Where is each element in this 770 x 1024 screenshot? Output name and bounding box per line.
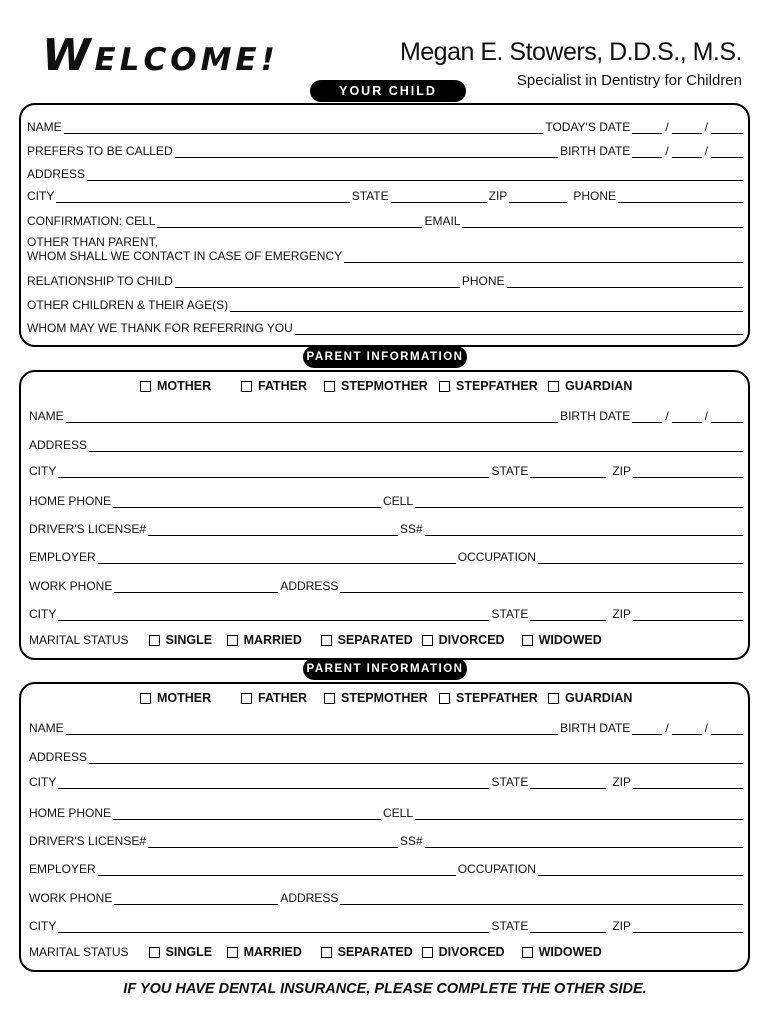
checkbox-icon	[321, 947, 332, 958]
your-child-heading: YOUR CHILD	[310, 80, 466, 102]
parent-1-city-field[interactable]	[58, 465, 489, 478]
child-zip-field[interactable]	[509, 190, 567, 203]
parent-2-occupation-field[interactable]	[538, 863, 743, 876]
parent-1-license-row: DRIVER'S LICENSE# SS#	[29, 520, 745, 536]
parent-2-phone-row: HOME PHONE CELL	[29, 804, 745, 820]
parent-1-work-row: WORK PHONE ADDRESS	[29, 577, 745, 593]
checkbox-icon	[241, 693, 252, 704]
parent-2-city-field[interactable]	[58, 776, 489, 789]
parent-1-city-row: CITY STATE ZIP	[29, 462, 745, 478]
parent-2-address-row: ADDRESS	[29, 748, 745, 764]
parent-1-work-city-row: CITY STATE ZIP	[29, 605, 745, 621]
child-birth-day-field[interactable]	[672, 145, 702, 158]
checkbox-icon	[522, 947, 533, 958]
parent-2-heading: PARENT INFORMATION	[303, 658, 467, 680]
child-name-row: NAME TODAY'S DATE / /	[27, 118, 745, 134]
parent-2-work-zip-field[interactable]	[633, 920, 743, 933]
child-city-row: CITY STATE ZIP PHONE	[27, 187, 745, 203]
emergency-phone-field[interactable]	[507, 275, 743, 288]
confirmation-cell-field[interactable]	[157, 215, 422, 228]
parent-2-cell-field[interactable]	[415, 807, 743, 820]
parent-2-work-address-field[interactable]	[340, 892, 743, 905]
parent-1-work-phone-field[interactable]	[114, 580, 278, 593]
child-name-field[interactable]	[64, 121, 544, 134]
parent-1-marital-row: MARITAL STATUS SINGLE MARRIED SEPARATED DIVORCED WIDOWED	[29, 632, 602, 647]
parent-2-ss-field[interactable]	[425, 835, 743, 848]
checkbox-icon	[324, 693, 335, 704]
emergency-row: WHOM SHALL WE CONTACT IN CASE OF EMERGENCY	[27, 247, 745, 263]
prefers-name-field[interactable]	[175, 145, 558, 158]
parent-2-marital-row: MARITAL STATUS SINGLE MARRIED SEPARATED DIVORCED WIDOWED	[29, 944, 602, 959]
parent-1-employer-field[interactable]	[98, 551, 456, 564]
parent-2-marital-single[interactable]: SINGLE	[149, 945, 227, 959]
checkbox-icon	[439, 381, 450, 392]
parent-1-birth-month-field[interactable]	[632, 410, 662, 423]
checkbox-icon	[140, 381, 151, 392]
today-month-field[interactable]	[632, 121, 662, 134]
welcome-title: WELCOME!	[42, 30, 279, 81]
referring-field[interactable]	[295, 322, 743, 335]
checkbox-icon	[149, 947, 160, 958]
child-address-row: ADDRESS	[27, 165, 745, 181]
today-year-field[interactable]	[711, 121, 743, 134]
parent-1-address-field[interactable]	[89, 439, 743, 452]
parent-1-ss-field[interactable]	[425, 523, 743, 536]
parent-2-birth-year-field[interactable]	[711, 722, 743, 735]
parent-1-birth-day-field[interactable]	[672, 410, 702, 423]
checkbox-icon	[439, 693, 450, 704]
today-day-field[interactable]	[672, 121, 702, 134]
parent-1-marital-single[interactable]: SINGLE	[149, 633, 227, 647]
checkbox-icon	[149, 635, 160, 646]
checkbox-icon	[227, 947, 238, 958]
parent-2-zip-field[interactable]	[633, 776, 743, 789]
parent-2-name-row: NAME BIRTH DATE / /	[29, 719, 745, 735]
parent-1-state-field[interactable]	[530, 465, 606, 478]
checkbox-icon	[324, 381, 335, 392]
parent-2-marital-widowed[interactable]: WIDOWED	[522, 945, 602, 959]
checkbox-icon	[140, 693, 151, 704]
parent-2-address-field[interactable]	[89, 751, 743, 764]
parent-2-marital-separated[interactable]: SEPARATED	[321, 945, 422, 959]
parent-1-work-address-field[interactable]	[340, 580, 743, 593]
doctor-name: Megan E. Stowers, D.D.S., M.S.	[399, 38, 742, 66]
parent-1-marital-widowed[interactable]: WIDOWED	[522, 633, 602, 647]
parent-2-work-state-field[interactable]	[530, 920, 606, 933]
email-field[interactable]	[462, 215, 743, 228]
doctor-specialty: Specialist in Dentistry for Children	[516, 72, 742, 89]
parent-2-license-row: DRIVER'S LICENSE# SS#	[29, 832, 745, 848]
parent-2-birth-day-field[interactable]	[672, 722, 702, 735]
insurance-footer-note: IF YOU HAVE DENTAL INSURANCE, PLEASE COMPLETE THE OTHER SIDE.	[123, 981, 647, 997]
checkbox-icon	[241, 381, 252, 392]
parent-1-role-father[interactable]: FATHER	[241, 379, 324, 393]
parent-2-work-city-row: CITY STATE ZIP	[29, 917, 745, 933]
parent-1-name-field[interactable]	[66, 410, 558, 423]
parent-2-role-stepfather[interactable]: STEPFATHER	[439, 691, 548, 705]
parent-1-name-row: NAME BIRTH DATE / /	[29, 407, 745, 423]
other-children-row: OTHER CHILDREN & THEIR AGE(S)	[27, 296, 745, 312]
parent-1-home-phone-field[interactable]	[113, 495, 381, 508]
checkbox-icon	[321, 635, 332, 646]
parent-2-role-guardian[interactable]: GUARDIAN	[548, 691, 632, 705]
parent-2-role-mother[interactable]: MOTHER	[140, 691, 241, 705]
confirmation-row: CONFIRMATION: CELL EMAIL	[27, 212, 745, 228]
parent-1-role-guardian[interactable]: GUARDIAN	[548, 379, 632, 393]
other-than-parent-label-row: OTHER THAN PARENT,	[27, 235, 158, 249]
parent-1-work-city-field[interactable]	[58, 608, 489, 621]
child-phone-field[interactable]	[618, 190, 743, 203]
parent-1-heading: PARENT INFORMATION	[303, 346, 467, 368]
relationship-field[interactable]	[175, 275, 460, 288]
parent-1-role-stepfather[interactable]: STEPFATHER	[439, 379, 548, 393]
emergency-contact-field[interactable]	[344, 250, 743, 263]
parent-2-work-row: WORK PHONE ADDRESS	[29, 889, 745, 905]
parent-1-role-mother[interactable]: MOTHER	[140, 379, 241, 393]
parent-2-roles	[140, 691, 632, 705]
parent-2-work-phone-field[interactable]	[114, 892, 278, 905]
parent-1-marital-divorced[interactable]: DIVORCED	[422, 633, 522, 647]
parent-2-marital-married[interactable]: MARRIED	[227, 945, 321, 959]
parent-2-marital-divorced[interactable]: DIVORCED	[422, 945, 522, 959]
parent-1-phone-row: HOME PHONE CELL	[29, 492, 745, 508]
parent-2-name-field[interactable]	[66, 722, 558, 735]
parent-2-role-father[interactable]: FATHER	[241, 691, 324, 705]
checkbox-icon	[548, 693, 559, 704]
child-birth-month-field[interactable]	[632, 145, 662, 158]
child-city-field[interactable]	[56, 190, 349, 203]
checkbox-icon	[422, 635, 433, 646]
parent-1-work-state-field[interactable]	[530, 608, 606, 621]
child-prefers-row: PREFERS TO BE CALLED BIRTH DATE / /	[27, 142, 745, 158]
checkbox-icon	[522, 635, 533, 646]
parent-1-roles	[140, 379, 632, 393]
checkbox-icon	[422, 947, 433, 958]
parent-1-marital-married[interactable]: MARRIED	[227, 633, 321, 647]
parent-2-employer-row: EMPLOYER OCCUPATION	[29, 860, 745, 876]
other-children-field[interactable]	[230, 299, 743, 312]
parent-1-zip-field[interactable]	[633, 465, 743, 478]
parent-2-home-phone-field[interactable]	[113, 807, 381, 820]
child-state-field[interactable]	[391, 190, 487, 203]
checkbox-icon	[548, 381, 559, 392]
child-birth-year-field[interactable]	[711, 145, 743, 158]
parent-2-state-field[interactable]	[530, 776, 606, 789]
checkbox-icon	[227, 635, 238, 646]
parent-2-birth-month-field[interactable]	[632, 722, 662, 735]
child-address-field[interactable]	[87, 168, 743, 181]
parent-2-city-row: CITY STATE ZIP	[29, 773, 745, 789]
parent-1-address-row: ADDRESS	[29, 436, 745, 452]
parent-1-role-stepmother[interactable]: STEPMOTHER	[324, 379, 439, 393]
parent-1-birth-year-field[interactable]	[711, 410, 743, 423]
parent-2-role-stepmother[interactable]: STEPMOTHER	[324, 691, 439, 705]
parent-1-cell-field[interactable]	[415, 495, 743, 508]
relationship-row: RELATIONSHIP TO CHILD PHONE	[27, 272, 745, 288]
parent-1-license-field[interactable]	[148, 523, 398, 536]
parent-1-marital-separated[interactable]: SEPARATED	[321, 633, 422, 647]
parent-2-work-city-field[interactable]	[58, 920, 489, 933]
parent-1-employer-row: EMPLOYER OCCUPATION	[29, 548, 745, 564]
parent-2-license-field[interactable]	[148, 835, 398, 848]
parent-1-occupation-field[interactable]	[538, 551, 743, 564]
referring-row: WHOM MAY WE THANK FOR REFERRING YOU	[27, 319, 745, 335]
parent-2-employer-field[interactable]	[98, 863, 456, 876]
parent-1-work-zip-field[interactable]	[633, 608, 743, 621]
